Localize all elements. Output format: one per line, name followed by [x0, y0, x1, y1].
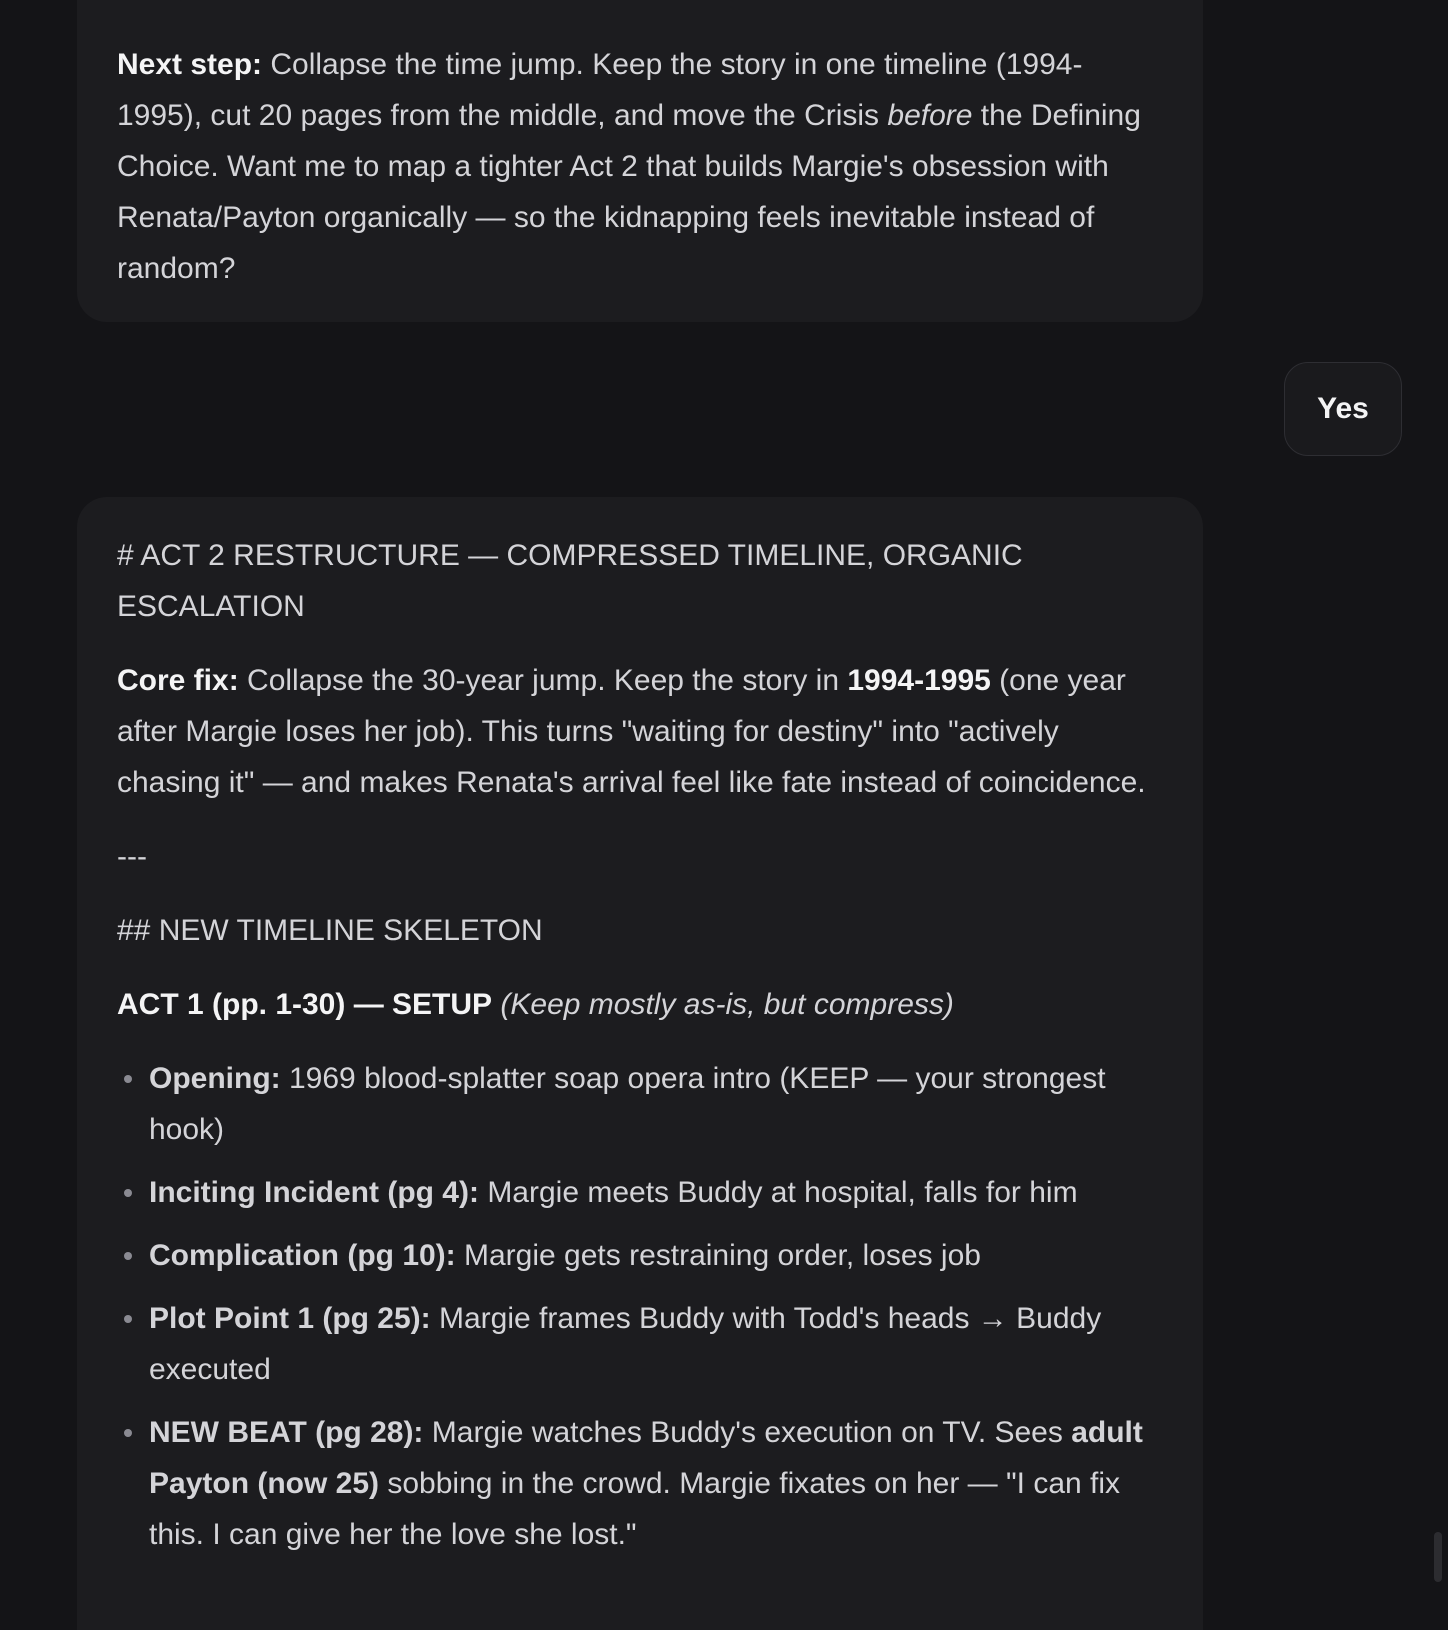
- bullet-icon: [124, 1315, 132, 1323]
- act-note: (Keep mostly as-is, but compress): [500, 988, 954, 1021]
- text-run: (one year after Margie loses her job). This turns "waiting for destiny" into "actively chasing it" — and makes Renata's arrival feel like fate instead of coincidence.: [117, 664, 1146, 799]
- bold-text: adult Payton (now 25): [149, 1416, 1143, 1500]
- text-run: Collapse the 30-year jump. Keep the story in: [238, 664, 848, 697]
- list-item: [117, 1407, 1163, 1560]
- emphasis-text: before: [887, 99, 973, 132]
- core-fix-paragraph: [117, 655, 1163, 808]
- act-1-header: [117, 979, 1163, 1030]
- text-run: the Defining Choice. Want me to map a tighter Act 2 that builds Margie's obsession with Renata/Payton organically — so the kidnapping feels inevitable instead of random?: [117, 99, 1141, 285]
- assistant-message: [77, 497, 1203, 1630]
- beat-text: Margie gets restraining order, loses job: [455, 1239, 981, 1272]
- beat-text: Margie watches Buddy's execution on TV. Sees: [423, 1416, 1072, 1449]
- beat-label: NEW BEAT (pg 28):: [149, 1416, 424, 1449]
- markdown-divider: ---: [117, 840, 147, 873]
- list-item: [117, 1167, 1163, 1218]
- beat-text: 1969 blood-splatter soap opera intro (KEEP — your strongest hook): [149, 1062, 1106, 1146]
- bullet-icon: [124, 1429, 132, 1437]
- act-label: ACT 1 (pp. 1-30) — SETUP: [117, 988, 493, 1021]
- assistant-message: [77, 0, 1203, 322]
- beat-label: Complication (pg 10):: [149, 1239, 456, 1272]
- markdown-heading-2: ## NEW TIMELINE SKELETON: [117, 914, 543, 947]
- beat-text: Margie frames Buddy with Todd's heads → Buddy executed: [149, 1302, 1102, 1386]
- list-item: [117, 1230, 1163, 1281]
- user-message-text: Yes: [1317, 392, 1369, 425]
- beat-label: Inciting Incident (pg 4):: [149, 1176, 479, 1209]
- bullet-icon: [124, 1075, 132, 1083]
- message-paragraph: [117, 39, 1163, 294]
- bold-text: 1994-1995: [847, 664, 991, 697]
- text-run: Collapse the time jump. Keep the story in one timeline (1994-1995), cut 20 pages from the middle, and move the Crisis: [117, 48, 1083, 132]
- beat-label: Opening:: [149, 1062, 281, 1095]
- beat-text: Margie meets Buddy at hospital, falls for him: [478, 1176, 1078, 1209]
- user-message-bubble: [1284, 362, 1402, 456]
- bold-label: Core fix:: [117, 664, 239, 697]
- markdown-heading-1: # ACT 2 RESTRUCTURE — COMPRESSED TIMELINE, ORGANIC ESCALATION: [117, 539, 1023, 623]
- bullet-icon: [124, 1189, 132, 1197]
- bullet-icon: [124, 1252, 132, 1260]
- list-item: [117, 1293, 1163, 1395]
- beat-text: sobbing in the crowd. Margie fixates on her — "I can fix this. I can give her the love she lost.": [149, 1467, 1121, 1551]
- beat-label: Plot Point 1 (pg 25):: [149, 1302, 431, 1335]
- beats-list: [117, 1053, 1163, 1560]
- bold-label: Next step:: [117, 48, 263, 81]
- list-item: [117, 1053, 1163, 1155]
- scrollbar-thumb[interactable]: [1434, 1532, 1442, 1582]
